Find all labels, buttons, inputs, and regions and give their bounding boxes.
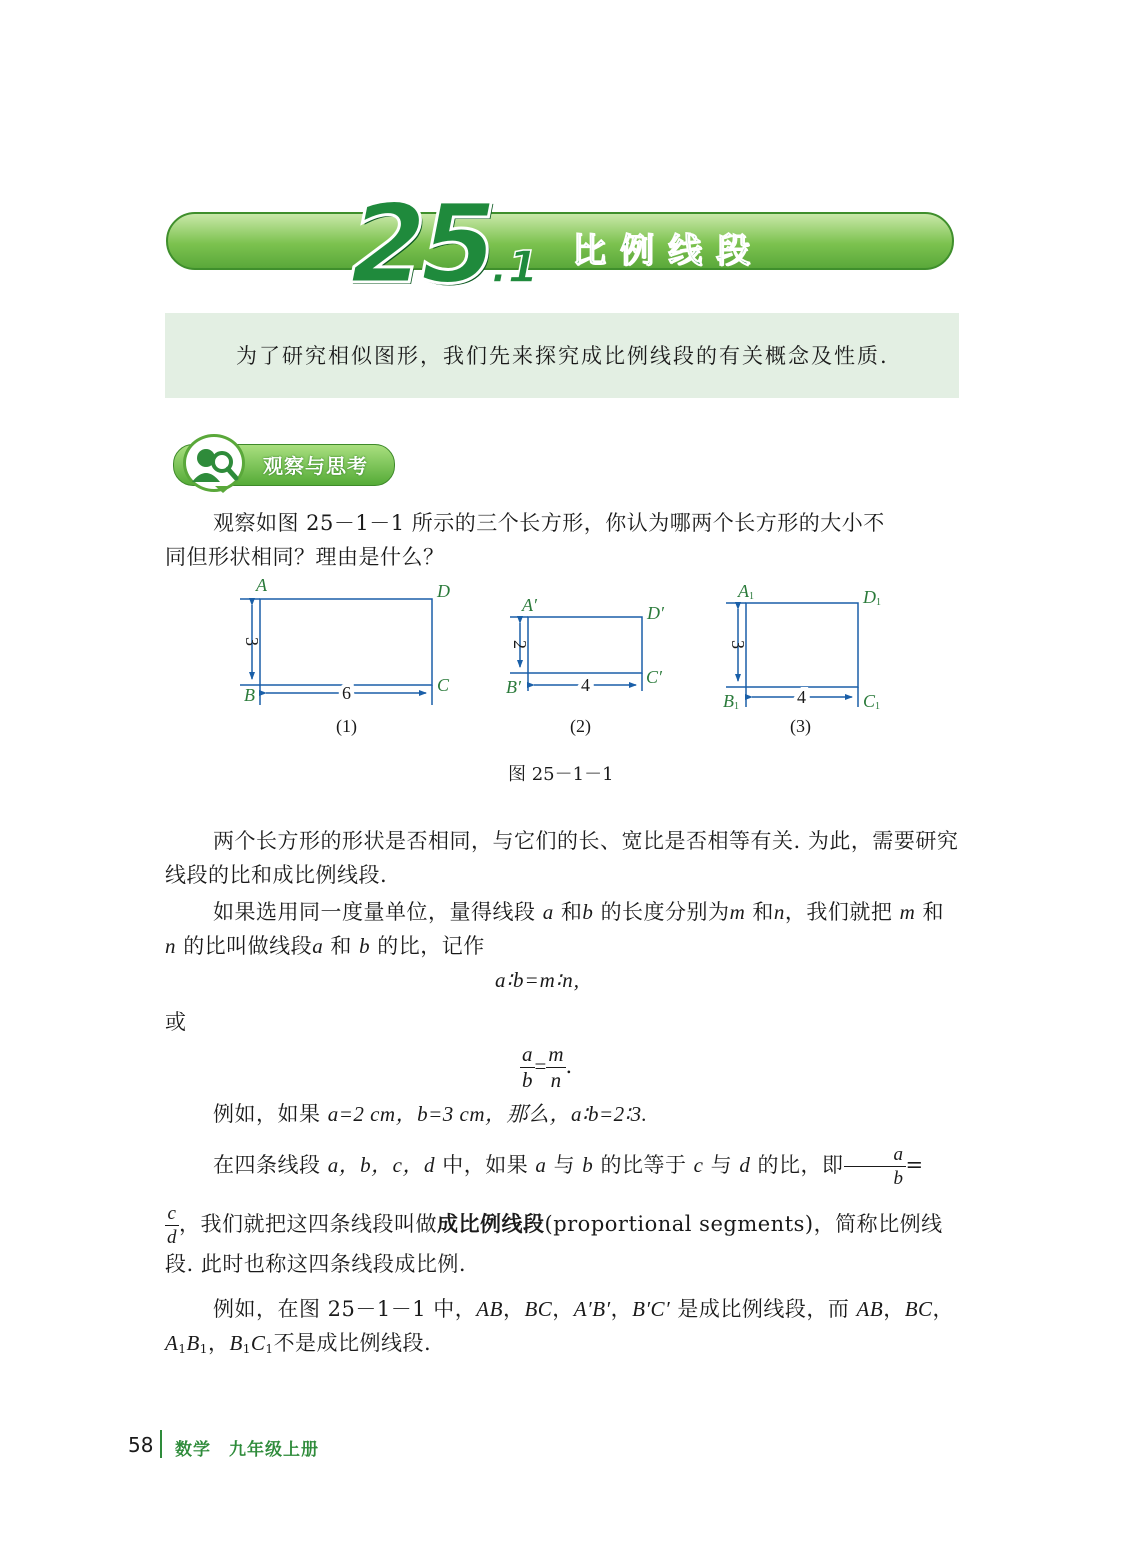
rect1-label-bl: B — [244, 685, 255, 705]
rectangle-3 — [746, 603, 858, 687]
rect2-label-tl: A′ — [522, 595, 537, 615]
paragraph-ratio-definition: 如果选用同一度量单位，量得线段 a 和b 的长度分别为m 和n，我们就把 m 和 n 的比叫做线段a 和 b 的比，记作 — [165, 900, 944, 958]
rect3-height-label: 3 — [728, 640, 748, 649]
rect2-height-label: 2 — [510, 640, 530, 649]
sub-label-2: (2) — [570, 716, 591, 736]
footer-divider — [160, 1430, 162, 1458]
sub-label-3: (3) — [790, 716, 811, 736]
section-number — [350, 180, 539, 308]
word-or: 或 — [165, 1010, 186, 1034]
rect3-label-br: C1 — [863, 691, 881, 712]
observe-badge — [163, 434, 395, 496]
rect3-width-label: 4 — [797, 687, 806, 707]
rect3-label-bl: B1 — [723, 691, 739, 712]
rect1-label-tl: A — [256, 575, 267, 595]
rect1-label-tr: D — [437, 581, 450, 601]
paragraph-example-1: 例如，如果 a=2 cm，b=3 cm，那么，a∶b=2∶3. — [213, 1102, 648, 1126]
rect3-label-tr: D1 — [863, 587, 881, 608]
paragraph-observe-line1: 观察如图 25－1－1 所示的三个长方形，你认为哪两个长方形的大小不 — [213, 511, 885, 535]
rect2-label-tr: D′ — [647, 603, 664, 623]
header-pill — [166, 212, 954, 270]
term-proportional-segments: 成比例线段 — [437, 1212, 545, 1236]
rect2-width-label: 4 — [581, 675, 590, 695]
paragraph-proportional-definition-cont: $\frac{c}{d}$ ，我们就把这四条线段叫做成比例线段(proportional segments)，简称比例线段. 此时也称这四条线段成比例. — [165, 1203, 943, 1276]
section-title: 比例线段 — [572, 231, 764, 271]
magnifier-person-icon — [183, 434, 245, 492]
page-number: 58 — [128, 1433, 154, 1457]
rectangle-1 — [260, 599, 432, 685]
footer-book-title: 数学 九年级上册 — [175, 1440, 319, 1460]
rect1-width-label: 6 — [342, 683, 351, 703]
observe-badge-label: 观察与思考 — [263, 454, 368, 478]
figure-rectangles — [230, 575, 910, 745]
paragraph-proportional-definition: 在四条线段 a，b，c，d 中，如果 a 与 b 的比等于 c 与 d 的比，即 $\frac{a}{b}$ = — [213, 1144, 924, 1189]
rect2-label-br: C′ — [646, 667, 662, 687]
paragraph-example-2: 例如，在图 25－1－1 中，AB，BC，A′B′，B′C′ 是成比例线段，而 AB，BC，$A_1B_1$，$B_1C_1$不是成比例线段. — [165, 1297, 955, 1356]
rect3-label-tl: A1 — [738, 581, 754, 602]
badge-pointer — [215, 486, 231, 493]
formula-fraction: $\frac{a}{b}$ = $\frac{m}{n}$ . — [522, 1042, 573, 1092]
section-number-small: .1 — [491, 242, 539, 293]
paragraph-observe-line2: 同但形状相同？理由是什么？ — [165, 545, 445, 569]
paragraph-observe — [165, 506, 960, 574]
rect2-label-bl: B′ — [506, 677, 521, 697]
rectangle-2 — [528, 617, 642, 673]
section-number-big: 25 — [350, 180, 492, 308]
section-header — [166, 208, 956, 274]
sub-label-1: (1) — [336, 716, 357, 736]
rect1-height-label: 3 — [242, 637, 262, 646]
intro-text: 为了研究相似图形，我们先来探究成比例线段的有关概念及性质. — [236, 344, 889, 368]
formula-ratio: a∶b=m∶n, — [495, 968, 581, 992]
paragraph-shape: 两个长方形的形状是否相同，与它们的长、宽比是否相等有关. 为此，需要研究线段的比和成比例线段. — [165, 829, 959, 887]
figure-caption: 图 25－1－1 — [508, 764, 614, 785]
rect1-label-br: C — [437, 675, 450, 695]
